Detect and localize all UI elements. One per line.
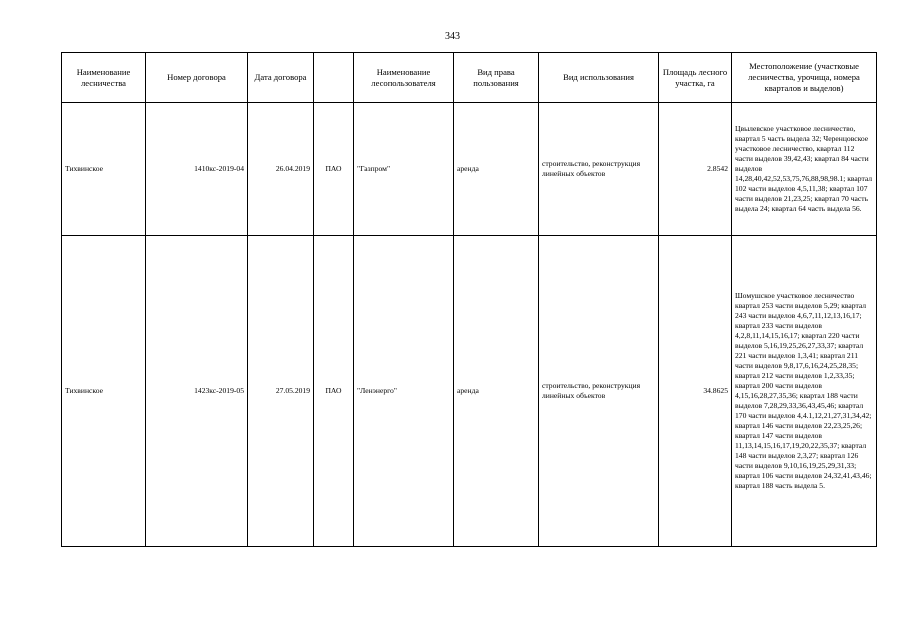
table-row bbox=[62, 103, 877, 236]
cell-forestry: Тихвинское bbox=[62, 103, 146, 236]
page-number: 343 bbox=[445, 31, 460, 42]
cell-use-type: строительство, реконструкция линейных объектов bbox=[539, 236, 659, 547]
cell-contract-date: 26.04.2019 bbox=[248, 103, 314, 236]
cell-legal-form: ПАО bbox=[314, 103, 354, 236]
cell-right-type: аренда bbox=[454, 236, 539, 547]
cell-use-type: строительство, реконструкция линейных объектов bbox=[539, 103, 659, 236]
header-legal-form bbox=[314, 53, 354, 103]
cell-area: 34.8625 bbox=[659, 236, 732, 547]
cell-right-type: аренда bbox=[454, 103, 539, 236]
header-user-name: Наименование лесопользователя bbox=[354, 53, 454, 103]
cell-contract-number: 1423кс-2019-05 bbox=[146, 236, 248, 547]
cell-user-name: "Ленэнерго" bbox=[354, 236, 454, 547]
cell-location: Шомушское участковое лесничество квартал 253 части выделов 5,29; квартал 243 части выделов 4,6,7,11,12,13,16,17; квартал 233 части выделов 4,2,8,11,14,15,16,17; квартал 220 части выделов 5,16,19,25,26,27,33,37; квартал 221 части выделов 1,3,41; квартал 211 части выделов 9,8,17,6,16,24,25,28,35; квартал 212 части выделов 1,2,33,35; квартал 200 части выделов 4,15,16,28,27,35,36; квартал 188 части выделов 7,28,29,33,36,43,45,46; квартал 170 части выделов 4,4.1,12,21,27,31,34,42; квартал 146 части выделов 22,23,25,26; квартал 147 части выделов 11,13,14,15,16,17,19,20,22,35,37; квартал 148 части выделов 2,3,27; квартал 126 части выделов 9,10,16,19,25,29,31,33; квартал 106 части выделов 24,32,41,43,46; квартал 188 часть выдела 5. bbox=[732, 236, 877, 547]
header-use-type: Вид использования bbox=[539, 53, 659, 103]
header-contract-date: Дата договора bbox=[248, 53, 314, 103]
cell-area: 2.8542 bbox=[659, 103, 732, 236]
header-contract-number: Номер договора bbox=[146, 53, 248, 103]
cell-legal-form: ПАО bbox=[314, 236, 354, 547]
lease-register-table bbox=[61, 52, 877, 547]
header-location: Местоположение (участковые лесничества, урочища, номера кварталов и выделов) bbox=[732, 53, 877, 103]
cell-location: Цвылевское участковое лесничество, квартал 5 часть выдела 32; Черенцовское участковое лесничество, квартал 112 части выделов 39,42,43; квартал 84 части выделов 14,28,40,42,52,53,75,76,88,98,98.1; квартал 102 части выделов 4,5,11,38; квартал 107 части выделов 21,23,25; квартал 70 часть выдела 24; квартал 64 часть выдела 56. bbox=[732, 103, 877, 236]
cell-contract-date: 27.05.2019 bbox=[248, 236, 314, 547]
cell-user-name: "Газпром" bbox=[354, 103, 454, 236]
header-forestry: Наименование лесничества bbox=[62, 53, 146, 103]
cell-contract-number: 1410кс-2019-04 bbox=[146, 103, 248, 236]
header-area: Площадь лесного участка, га bbox=[659, 53, 732, 103]
header-row bbox=[62, 53, 877, 103]
header-right-type: Вид права пользования bbox=[454, 53, 539, 103]
table-row bbox=[62, 236, 877, 547]
cell-forestry: Тихвинское bbox=[62, 236, 146, 547]
